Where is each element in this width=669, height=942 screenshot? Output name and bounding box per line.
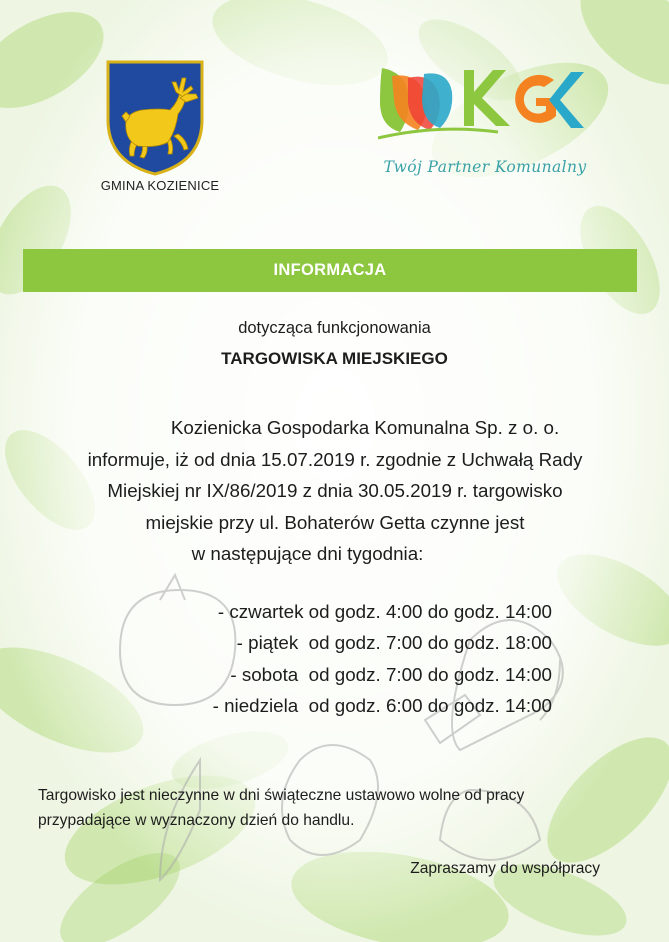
closure-notice <box>38 783 650 833</box>
announcement-line: Miejskiej nr IX/86/2019 z dnia 30.05.2019 r. targowisko <box>107 480 563 501</box>
announcement-line: Kozienicka Gospodarka Komunalna Sp. z o. o. <box>170 417 560 438</box>
schedule-item: - czwartek od godz. 4:00 do godz. 14:00 <box>217 601 552 622</box>
announcement-line: informuje, iż od dnia 15.07.2019 r. zgodnie z Uchwałą Rady <box>87 448 583 470</box>
info-banner <box>23 249 637 292</box>
schedule-item: - piątek od godz. 7:00 do godz. 18:00 <box>236 632 552 654</box>
gmina-name-label: GMINA KOZIENICE <box>100 178 220 193</box>
kgk-tagline: Twój Partner Komunalny <box>383 158 587 176</box>
announcement-line: w następujące dni tygodnia: <box>191 543 424 564</box>
banner-title: INFORMACJA <box>273 261 387 279</box>
document-title: TARGOWISKA MIEJSKIEGO <box>221 349 448 368</box>
deer-coat-of-arms-icon <box>104 58 206 176</box>
closing-line: Zapraszamy do współpracy <box>410 860 600 877</box>
announcement-line: miejskie przy ul. Bohaterów Getta czynne jest <box>145 511 525 533</box>
opening-hours-list <box>120 596 552 721</box>
notice-line: Targowisko jest nieczynne w dni świąteczne ustawowo wolne od pracy <box>38 787 525 804</box>
subtitle-line: dotycząca funkcjonowania <box>238 319 431 337</box>
notice-line: przypadające w wyznaczony dzień do handlu. <box>38 812 355 829</box>
announcement-paragraph <box>14 412 656 570</box>
schedule-item: - niedziela od godz. 6:00 do godz. 14:00 <box>212 694 552 716</box>
schedule-item: - sobota od godz. 7:00 do godz. 14:00 <box>230 663 552 685</box>
kgk-wordmark-icon <box>378 60 608 140</box>
